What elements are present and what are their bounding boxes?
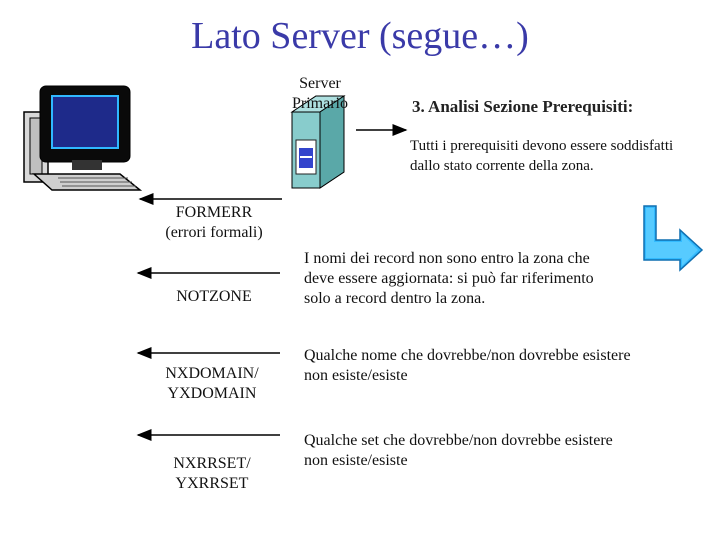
desktop-computer-icon	[24, 86, 140, 190]
server-label: Server Primario	[292, 75, 348, 112]
section-heading: 3. Analisi Sezione Prerequisiti:	[412, 97, 634, 116]
response-desc-nxdomain: Qualche nome che dovrebbe/non dovrebbe esistere non esiste/esiste	[304, 347, 631, 384]
page-title: Lato Server (segue…)	[191, 15, 529, 57]
response-desc-notzone: I nomi dei record non sono entro la zona che deve essere aggiornata: si può far riferimento solo a record dentro la zona.	[304, 250, 594, 307]
response-code-formerr: FORMERR (errori formali)	[165, 204, 263, 241]
response-code-nxrrset: NXRRSET/ YXRRSET	[173, 455, 251, 492]
response-code-notzone: NOTZONE	[176, 288, 252, 305]
next-arrow-icon[interactable]	[644, 206, 702, 270]
response-code-nxdomain: NXDOMAIN/ YXDOMAIN	[165, 365, 259, 402]
section-text: Tutti i prerequisiti devono essere soddisfatti dallo stato corrente della zona.	[410, 138, 674, 174]
response-desc-nxrrset: Qualche set che dovrebbe/non dovrebbe esistere non esiste/esiste	[304, 432, 613, 469]
